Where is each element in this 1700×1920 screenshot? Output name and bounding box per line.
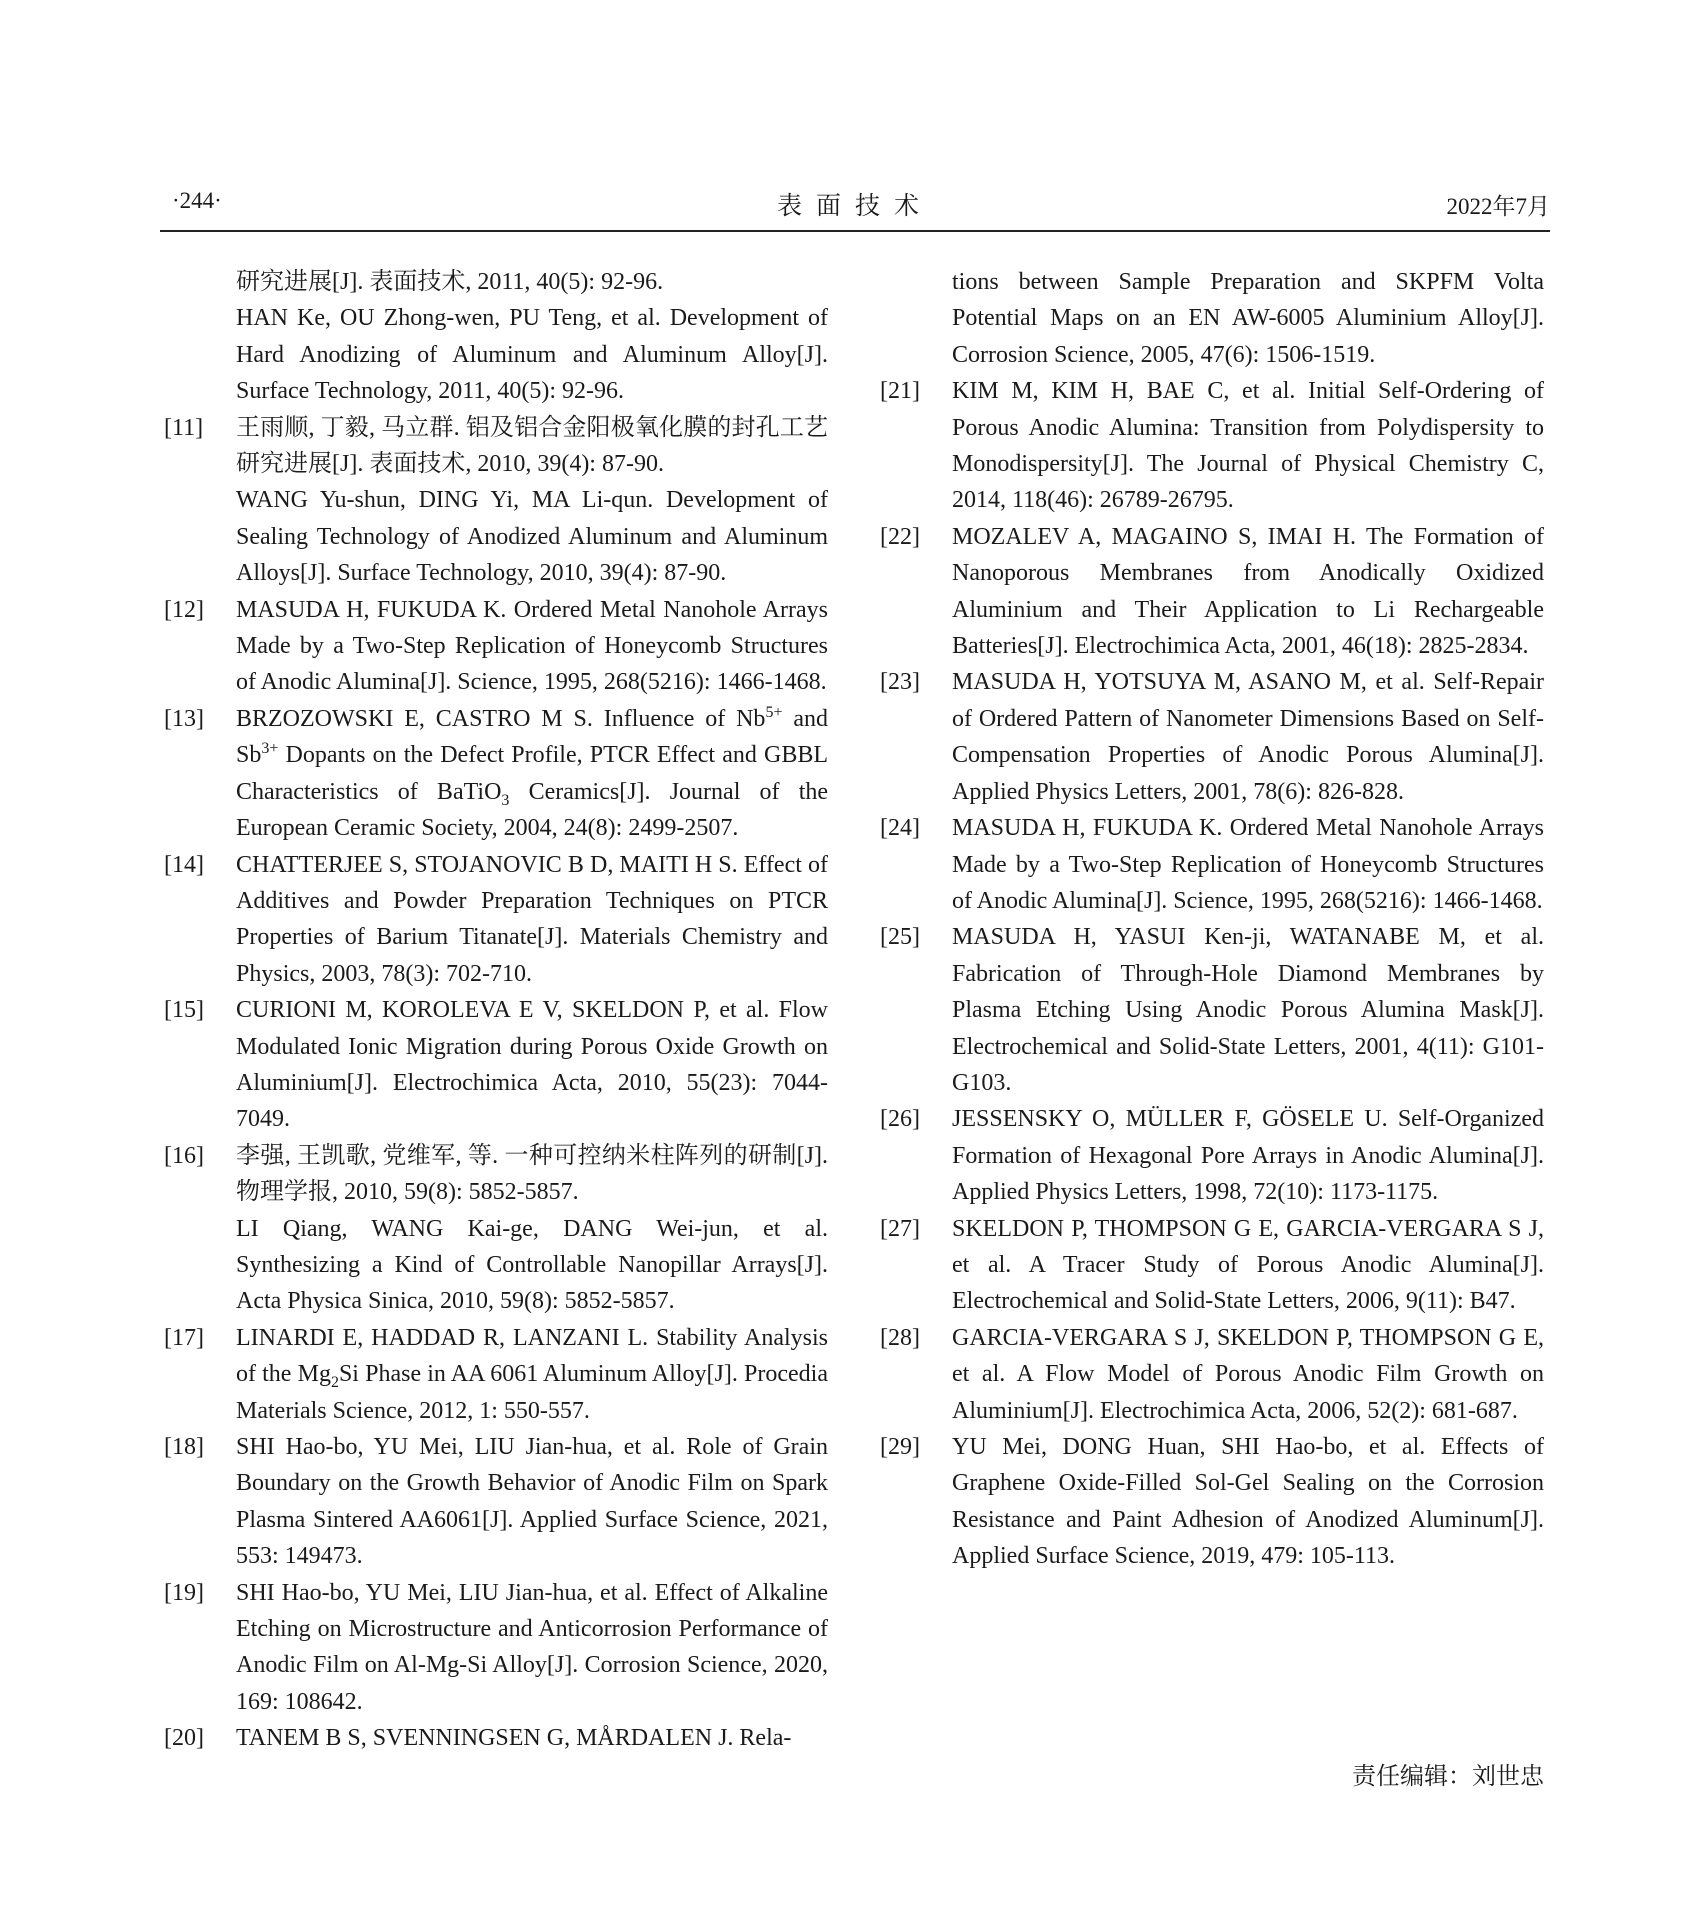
reference-text: [952, 1101, 1544, 1210]
reference-item: [164, 1575, 828, 1721]
reference-line: SKELDON P, THOMPSON G E, GARCIA-VERGARA S J, et al. A Tracer Study of Porous Anodic Alumina[J]. Electrochemical and Solid-State Letters, 2006, 9(11): B47.: [952, 1215, 1544, 1315]
reference-item: [880, 1211, 1544, 1320]
reference-text: [952, 1429, 1544, 1575]
reference-line: WANG Yu-shun, DING Yi, MA Li-qun. Development of Sealing Technology of Anodized Aluminum and Aluminum Alloys[J]. Surface Technology, 2010, 39(4): 87-90.: [236, 487, 828, 587]
reference-item: [164, 847, 828, 993]
reference-line: [236, 1320, 828, 1429]
reference-text: [236, 1138, 828, 1320]
reference-item: [880, 810, 1544, 919]
reference-item: [164, 410, 828, 592]
reference-text: [952, 810, 1544, 919]
references-right-column: [880, 264, 1544, 1575]
journal-title: 表面技术: [776, 193, 933, 220]
running-header: [160, 186, 1550, 230]
reference-text: [236, 847, 828, 993]
reference-item: [880, 373, 1544, 519]
reference-item: [880, 919, 1544, 1101]
reference-text: [236, 410, 828, 592]
reference-line: HAN Ke, OU Zhong-wen, PU Teng, et al. Development of Hard Anodizing of Aluminum and Aluminum Alloy[J]. Surface Technology, 2011, 40(5): 92-96.: [236, 305, 828, 405]
reference-number: [18]: [164, 1434, 204, 1460]
text-run: LINARDI E, HADDAD R, LANZANI L. Stability Analysis of the Mg: [236, 1324, 828, 1388]
header-rule: [160, 230, 1550, 232]
subscript: 2: [330, 1373, 339, 1391]
reference-item: [164, 1429, 828, 1575]
text-run: Dopants on the Defect Profile, PTCR Effect and GBBL Characteristics of BaTiO: [236, 742, 828, 805]
reference-item: [880, 664, 1544, 810]
reference-number: [15]: [164, 997, 204, 1024]
reference-line: GARCIA-VERGARA S J, SKELDON P, THOMPSON G E, et al. A Flow Model of Porous Anodic Film Growth on Aluminium[J]. Electrochimica Acta, 2006, 52(2): 681-687.: [952, 1324, 1544, 1424]
text-run: and Sb: [236, 705, 828, 769]
reference-line: MOZALEV A, MAGAINO S, IMAI H. The Formation of Nanoporous Membranes from Anodically Oxidized Aluminium and Their Application to Li Rechargeable Batteries[J]. Electrochimica Acta, 2001, 46(18): 2825-2834.: [952, 523, 1544, 660]
reference-line: KIM M, KIM H, BAE C, et al. Initial Self-Ordering of Porous Anodic Alumina: Transition from Polydispersity to Monodispersity[J]. The Journal of Physical Chemistry C, 2014, 118(46): 26789-26795.: [952, 378, 1544, 514]
reference-number: [25]: [880, 924, 920, 951]
reference-text: [236, 1429, 828, 1575]
reference-number: [13]: [164, 705, 204, 732]
text-run: Ceramics[J]. Journal of the European Ceramic Society, 2004, 24(8): 2499-2507.: [236, 778, 829, 842]
reference-number: [20]: [164, 1725, 204, 1752]
reference-number: [24]: [880, 815, 920, 842]
reference-line: CHATTERJEE S, STOJANOVIC B D, MAITI H S. Effect of Additives and Powder Preparation Techniques on PTCR Properties of Barium Titanate[J]. Materials Chemistry and Physics, 2003, 78(3): 702-710.: [236, 851, 828, 987]
reference-number: [21]: [880, 378, 920, 405]
reference-item: [164, 701, 828, 847]
reference-list: [164, 410, 828, 1757]
reference-text: [952, 664, 1544, 810]
reference-item: [164, 1138, 828, 1320]
reference-number: [26]: [880, 1106, 920, 1133]
reference-line: MASUDA H, YASUI Ken-ji, WATANABE M, et al. Fabrication of Through-Hole Diamond Membranes by Plasma Etching Using Anodic Porous Alumina Mask[J]. Electrochemical and Solid-State Letters, 2001, 4(11): G101-G103.: [952, 924, 1544, 1096]
reference-item: [880, 1101, 1544, 1210]
reference-text: [952, 519, 1544, 665]
reference-item: [164, 1320, 828, 1429]
text-run: BRZOZOWSKI E, CASTRO M S. Influence of Nb: [236, 705, 766, 732]
page-number: ·244·: [172, 188, 222, 213]
reference-number: [29]: [880, 1434, 920, 1460]
reference-text: [236, 1575, 828, 1721]
reference-item: [164, 992, 828, 1138]
reference-line: YU Mei, DONG Huan, SHI Hao-bo, et al. Effects of Graphene Oxide-Filled Sol-Gel Sealing on the Corrosion Resistance and Paint Adhesion of Anodized Aluminum[J]. Applied Surface Science, 2019, 479: 105-113.: [952, 1434, 1544, 1570]
reference-number: [27]: [880, 1215, 920, 1242]
reference-number: [28]: [880, 1324, 920, 1351]
reference-number: [23]: [880, 669, 920, 696]
reference-item: [164, 1720, 828, 1756]
reference-item: [880, 1429, 1544, 1575]
reference-list: [880, 373, 1544, 1574]
reference-number: [16]: [164, 1142, 204, 1169]
reference-item: [880, 1320, 1544, 1429]
references-left-column: [164, 264, 828, 1757]
reference-text: [952, 373, 1544, 519]
responsible-editor: 责任编辑：刘世忠: [1352, 1764, 1544, 1790]
reference-text: [236, 592, 828, 701]
reference-text: [236, 992, 828, 1138]
reference-line: 研究进展[J]. 表面技术, 2011, 40(5): 92-96.: [236, 269, 664, 295]
reference-line: SHI Hao-bo, YU Mei, LIU Jian-hua, et al. Role of Grain Boundary on the Growth Behavior of Anodic Film on Spark Plasma Sintered AA6061[J]. Applied Surface Science, 2021, 553: 149473.: [236, 1434, 828, 1570]
reference-text: [952, 919, 1544, 1101]
reference-text: [952, 1211, 1544, 1320]
text-run: Si Phase in AA 6061 Aluminum Alloy[J]. Procedia Materials Science, 2012, 1: 550-557.: [236, 1361, 828, 1424]
superscript: 3+: [261, 740, 279, 758]
reference-line: tions between Sample Preparation and SKPFM Volta Potential Maps on an EN AW-6005 Aluminium Alloy[J]. Corrosion Science, 2005, 47(6): 1506-1519.: [952, 269, 1544, 368]
reference-number: [19]: [164, 1579, 204, 1606]
subscript: 3: [501, 791, 510, 809]
reference-item: [164, 592, 828, 701]
reference-continued: [880, 264, 1544, 373]
reference-number: [14]: [164, 851, 204, 878]
reference-line: MASUDA H, FUKUDA K. Ordered Metal Nanohole Arrays Made by a Two-Step Replication of Honeycomb Structures of Anodic Alumina[J]. Science, 1995, 268(5216): 1466-1468.: [952, 815, 1544, 914]
reference-number: [11]: [164, 414, 204, 441]
reference-line: TANEM B S, SVENNINGSEN G, MÅRDALEN J. Rela-: [236, 1725, 792, 1752]
issue-date: 2022年7月: [1446, 194, 1550, 219]
reference-line: SHI Hao-bo, YU Mei, LIU Jian-hua, et al. Effect of Alkaline Etching on Microstructure and Anticorrosion Performance of Anodic Film on Al-Mg-Si Alloy[J]. Corrosion Science, 2020, 169: 108642.: [236, 1579, 828, 1715]
reference-text: [236, 1720, 828, 1756]
reference-line: 王雨顺, 丁毅, 马立群. 铝及铝合金阳极氧化膜的封孔工艺研究进展[J]. 表面技术, 2010, 39(4): 87-90.: [236, 414, 828, 478]
reference-text: [236, 1320, 828, 1429]
reference-item: [880, 519, 1544, 665]
reference-text: [236, 701, 828, 847]
reference-line: MASUDA H, YOTSUYA M, ASANO M, et al. Self-Repair of Ordered Pattern of Nanometer Dimensions Based on Self-Compensation Properties of Anodic Porous Alumina[J]. Applied Physics Letters, 2001, 78(6): 826-828.: [952, 669, 1544, 805]
reference-line: JESSENSKY O, MÜLLER F, GÖSELE U. Self-Organized Formation of Hexagonal Pore Arrays in Anodic Alumina[J]. Applied Physics Letters, 1998, 72(10): 1173-1175.: [952, 1106, 1544, 1206]
reference-line: [236, 701, 828, 847]
reference-number: [22]: [880, 523, 920, 550]
reference-text: [952, 1320, 1544, 1429]
reference-number: [17]: [164, 1324, 204, 1351]
reference-number: [12]: [164, 596, 204, 623]
reference-line: CURIONI M, KOROLEVA E V, SKELDON P, et al. Flow Modulated Ionic Migration during Porous Oxide Growth on Aluminium[J]. Electrochimica Acta, 2010, 55(23): 7044-7049.: [236, 997, 828, 1133]
reference-line: 李强, 王凯歌, 党维军, 等. 一种可控纳米柱阵列的研制[J]. 物理学报, 2010, 59(8): 5852-5857.: [236, 1142, 828, 1206]
reference-line: MASUDA H, FUKUDA K. Ordered Metal Nanohole Arrays Made by a Two-Step Replication of Honeycomb Structures of Anodic Alumina[J]. Science, 1995, 268(5216): 1466-1468.: [236, 596, 828, 696]
reference-line: LI Qiang, WANG Kai-ge, DANG Wei-jun, et al. Synthesizing a Kind of Controllable Nanopillar Arrays[J]. Acta Physica Sinica, 2010, 59(8): 5852-5857.: [236, 1215, 828, 1315]
reference-continued: [164, 264, 828, 410]
superscript: 5+: [765, 703, 783, 721]
